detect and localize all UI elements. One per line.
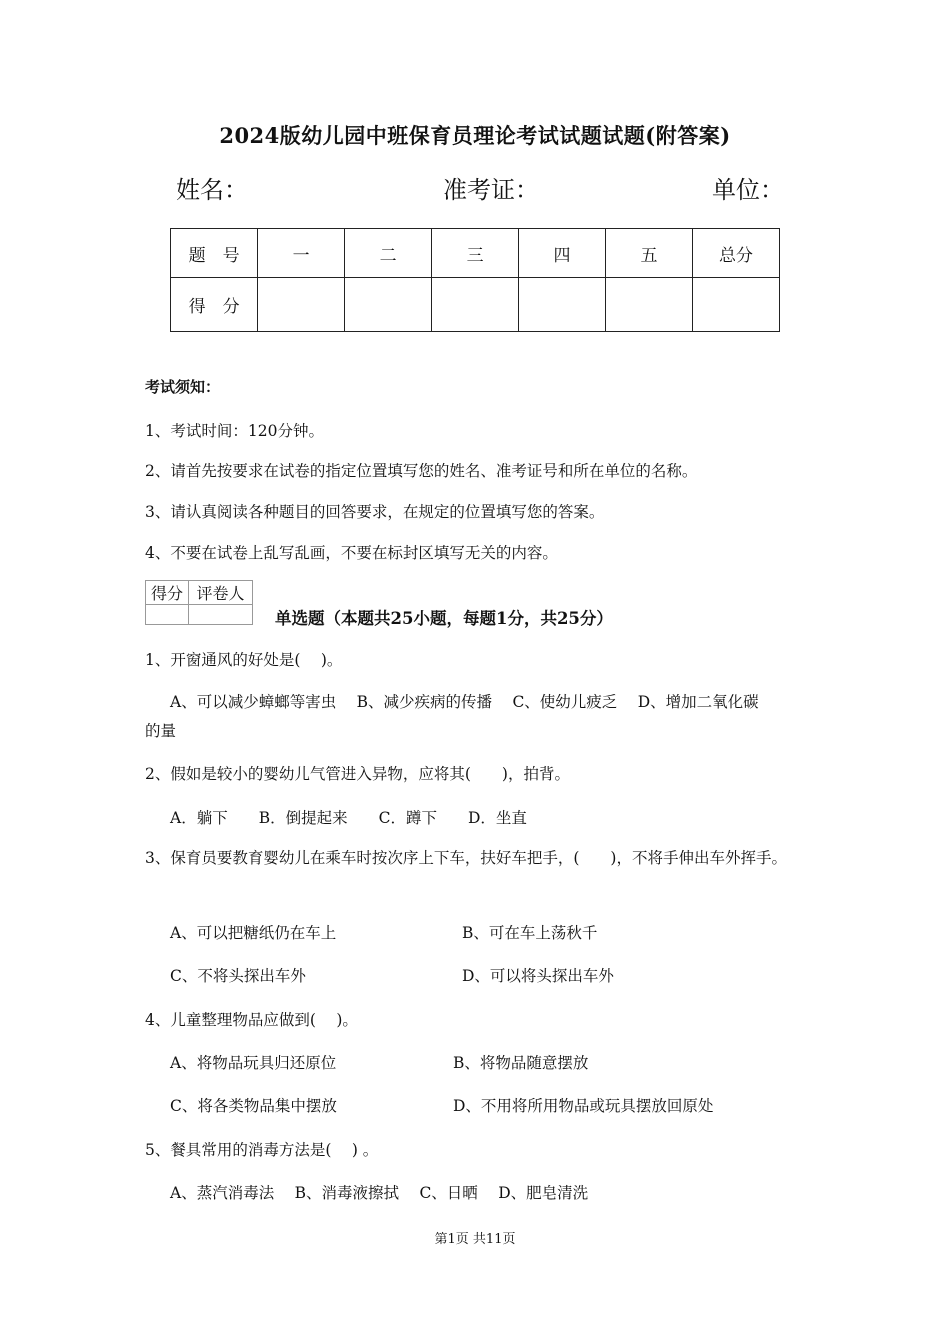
grader-box bbox=[145, 580, 253, 625]
section-title: 单选题（本题共25小题，每题1分，共25分） bbox=[275, 609, 613, 628]
score-header-total: 总分 bbox=[692, 229, 779, 278]
question-stem: 2、假如是较小的婴幼儿气管进入异物，应将其( )，拍背。 bbox=[145, 765, 570, 783]
score-cell-2[interactable] bbox=[345, 278, 432, 332]
score-table-header-row bbox=[171, 229, 780, 278]
unit-label: 单位： bbox=[712, 176, 784, 204]
option-a: A、可以把糖纸仍在车上 bbox=[170, 924, 337, 942]
exam-id-label: 准考证： bbox=[443, 176, 539, 204]
notice-item: 3、请认真阅读各种题目的回答要求，在规定的位置填写您的答案。 bbox=[145, 503, 605, 521]
grader-score-cell[interactable] bbox=[146, 605, 189, 625]
question-options: A、蒸汽消毒法 B、消毒液擦拭 C、日晒 D、肥皂清洗 bbox=[170, 1184, 589, 1202]
score-cell-5[interactable] bbox=[606, 278, 693, 332]
option-b: B、可在车上荡秋千 bbox=[462, 924, 598, 942]
question-stem: 4、儿童整理物品应做到( )。 bbox=[145, 1011, 358, 1029]
score-header-3: 三 bbox=[432, 229, 519, 278]
question-stem: 1、开窗通风的好处是( )。 bbox=[145, 651, 343, 669]
option-a: A、将物品玩具归还原位 bbox=[170, 1054, 337, 1072]
score-header-2: 二 bbox=[345, 229, 432, 278]
score-cell-3[interactable] bbox=[432, 278, 519, 332]
page-footer: 第1页 共11页 bbox=[434, 1232, 516, 1247]
notice-item: 2、请首先按要求在试卷的指定位置填写您的姓名、准考证号和所在单位的名称。 bbox=[145, 462, 698, 480]
option-c: C、将各类物品集中摆放 bbox=[170, 1097, 337, 1115]
score-header-label: 题 号 bbox=[171, 229, 258, 278]
grader-reviewer-cell[interactable] bbox=[189, 605, 253, 625]
score-cell-1[interactable] bbox=[258, 278, 345, 332]
grader-reviewer-label: 评卷人 bbox=[189, 581, 253, 605]
name-label: 姓名： bbox=[176, 176, 248, 204]
score-cell-4[interactable] bbox=[519, 278, 606, 332]
option-c: C、不将头探出车外 bbox=[170, 967, 306, 985]
option-d: D、不用将所用物品或玩具摆放回原处 bbox=[453, 1097, 714, 1115]
exam-title: 2024版幼儿园中班保育员理论考试试题试题(附答案) bbox=[219, 123, 731, 148]
question-stem: 3、保育员要教育婴幼儿在乘车时按次序上下车，扶好车把手，( )，不将手伸出车外挥手。 bbox=[145, 849, 787, 867]
score-table bbox=[170, 228, 780, 332]
option-b: B、将物品随意摆放 bbox=[453, 1054, 589, 1072]
grader-score-label: 得分 bbox=[146, 581, 189, 605]
score-row-label: 得 分 bbox=[171, 278, 258, 332]
option-d: D、可以将头探出车外 bbox=[462, 967, 614, 985]
score-table-score-row bbox=[171, 278, 780, 332]
notice-item: 1、考试时间：120分钟。 bbox=[145, 422, 324, 440]
question-stem: 5、餐具常用的消毒方法是( ) 。 bbox=[145, 1141, 379, 1159]
notice-item: 4、不要在试卷上乱写乱画，不要在标封区填写无关的内容。 bbox=[145, 544, 558, 562]
question-options: A、可以减少蟑螂等害虫 B、减少疾病的传播 C、使幼儿疲乏 D、增加二氧化碳 bbox=[170, 693, 759, 711]
score-header-4: 四 bbox=[519, 229, 606, 278]
question-options: A．躺下 B．倒提起来 C．蹲下 D．坐直 bbox=[170, 809, 527, 827]
score-header-1: 一 bbox=[258, 229, 345, 278]
score-cell-total[interactable] bbox=[692, 278, 779, 332]
score-header-5: 五 bbox=[606, 229, 693, 278]
question-options-continued: 的量 bbox=[145, 722, 177, 740]
notice-heading: 考试须知： bbox=[145, 378, 221, 396]
